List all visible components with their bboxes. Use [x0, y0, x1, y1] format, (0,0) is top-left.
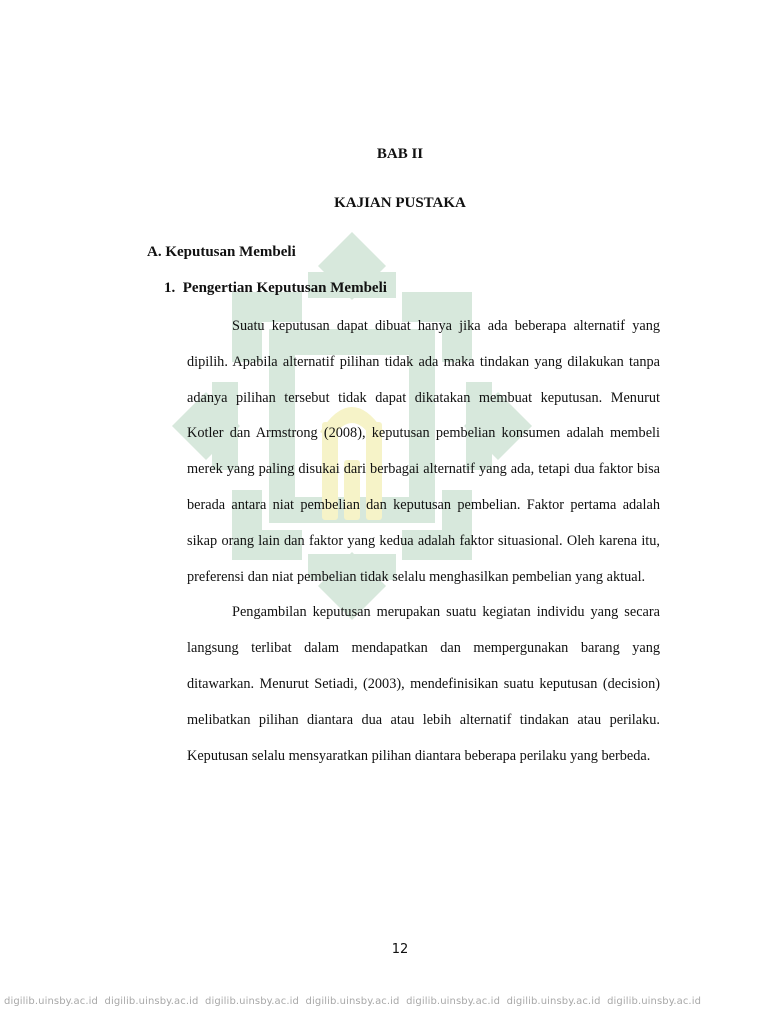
section-heading-a: A. Keputusan Membeli: [147, 244, 296, 260]
footer-link-text: digilib.uinsby.ac.id: [104, 996, 199, 1007]
footer-link-text: digilib.uinsby.ac.id: [506, 996, 601, 1007]
footer-link-text: digilib.uinsby.ac.id: [205, 996, 299, 1007]
body-text: [187, 309, 660, 774]
paragraph: Suatu keputusan dapat dibuat hanya jika ada beberapa alternatif yang dipilih. Apabila alternatif pilihan tidak ada maka tindakan yang dilakukan tanpa adanya pilihan tersebut tidak dapat dikatakan membuat keputusan. Menurut Kotler dan Armstrong (2008), keputusan pembelian konsumen adalah membeli merek yang paling disukai dari berbagai alternatif yang ada, tetapi dua faktor bisa berada antara niat pembelian dan keputusan pembelian. Faktor pertama adalah sikap orang lain dan faktor yang kedua adalah faktor situasional. Oleh karena itu, preferensi dan niat pembelian tidak selalu menghasilkan pembelian yang aktual.: [187, 318, 660, 585]
chapter-title: KAJIAN PUSTAKA: [334, 195, 466, 211]
chapter-heading: BAB II: [376, 146, 424, 162]
paragraph: Pengambilan keputusan merupakan suatu kegiatan individu yang secara langsung terlibat dalam mendapatkan dan mempergunakan barang yang ditawarkan. Menurut Setiadi, (2003), mendefinisikan suatu keputusan (decision) melibatkan pilihan diantara dua atau lebih alternatif tindakan atau perilaku. Keputusan selalu mensyaratkan pilihan diantara beberapa perilaku yang berbeda.: [187, 604, 660, 764]
footer-link-text: digilib.uinsby.ac.id: [607, 996, 702, 1007]
footer-link-text: digilib.uinsby.ac.id: [305, 996, 400, 1007]
footer-watermark-strip: [0, 996, 768, 1016]
subsection-heading-1: 1. Pengertian Keputusan Membeli: [164, 280, 387, 296]
footer-link-text: digilib.uinsby.ac.id: [4, 996, 98, 1007]
footer-link-text: digilib.uinsby.ac.id: [406, 996, 501, 1007]
page-number: 12: [391, 942, 409, 957]
